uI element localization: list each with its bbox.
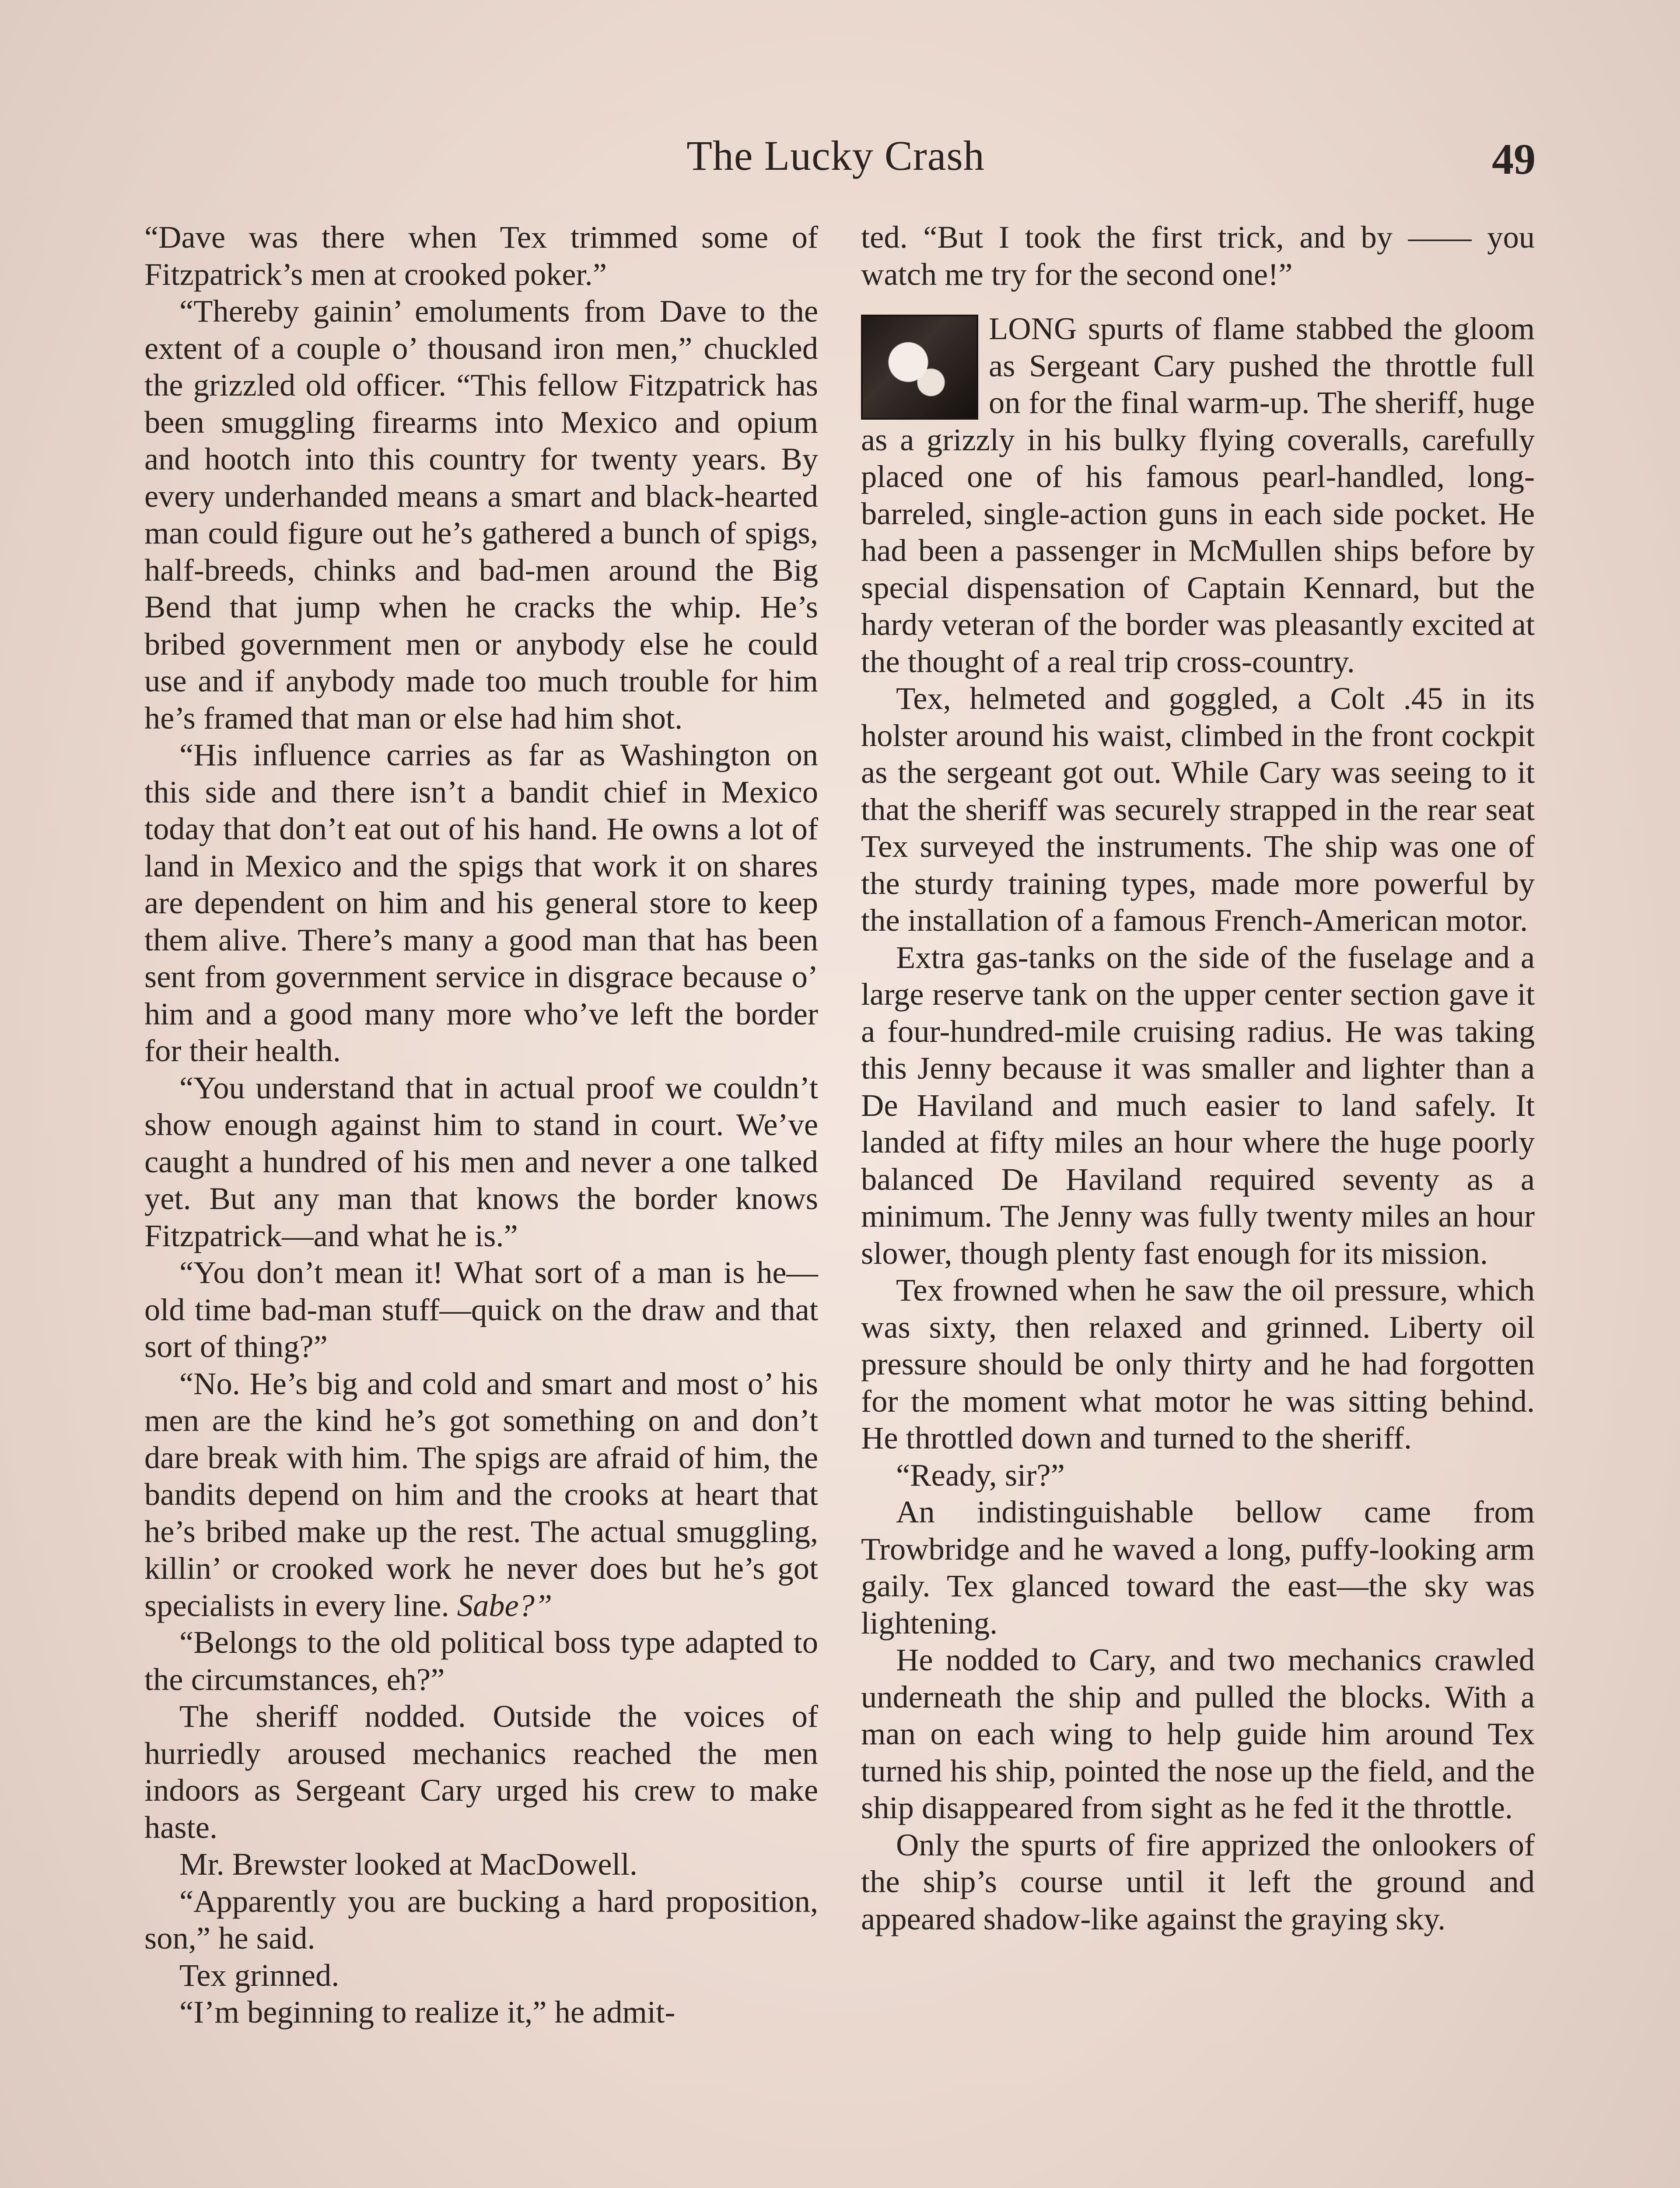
paragraph: “Belongs to the old political boss type adapted to the circumstances, eh?” xyxy=(144,1624,818,1697)
section-opening-paragraph xyxy=(861,310,1535,680)
paragraph: “Dave was there when Tex trimmed some of Fitzpatrick’s men at crooked poker.” xyxy=(144,219,818,292)
paragraph-text: “No. He’s big and cold and smart and most o’ his men are the kind he’s got something on and don’t dare break with him. The spigs are afraid of him, the bandits depend on him and the crooks at heart that he’s bribed make up the rest. The actual smuggling, killin’ or crooked work he never does but he’s got specialists in every line. xyxy=(144,1365,818,1623)
paragraph: “Thereby gainin’ emoluments from Dave to the extent of a couple o’ thousand iron men,” chuckled the grizzled old officer. “This fellow Fitzpatrick has been smuggling firearms into Mexico and opium and hootch into this country for twenty years. By every underhanded means a smart and black-hearted man could figure out he’s gathered a bunch of spigs, half-breeds, chinks and bad-men around the Big Bend that jump when he cracks the whip. He’s bribed government men or anybody else he could use and if anybody made too much trouble for him he’s framed that man or else had him shot. xyxy=(144,293,818,736)
paragraph-text: LONG spurts of flame stabbed the gloom as Sergeant Cary pushed the throttle full on for the final warm-up. The sheriff, huge as a grizzly in his bulky flying coveralls, carefully placed one of his famous pearl-handled, long-barreled, single-action guns in each side pocket. He had been a passenger in McMullen ships before by special dispensation of Captain Kennard, but the hardy veteran of the border was pleasantly excited at the thought of a real trip cross-country. xyxy=(861,311,1535,679)
paragraph-with-italic xyxy=(144,1365,818,1624)
paragraph: “Ready, sir?” xyxy=(896,1457,1065,1493)
paragraph: Extra gas-tanks on the side of the fuselage and a large reserve tank on the upper center section gave it a four-hundred-mile cruising radius. He was taking this Jenny because it was smaller and lighter than a De Haviland and much easier to land safely. It landed at fifty miles an hour where the huge poorly balanced De Haviland required seventy as a minimum. The Jenny was fully twenty miles an hour slower, though plenty fast enough for its mission. xyxy=(861,939,1535,1271)
paragraph: “I’m beginning to realize it,” he admit- xyxy=(179,1994,676,2030)
paragraph: “You don’t mean it! What sort of a man is he—old time bad-man stuff—quick on the draw and that sort of thing?” xyxy=(144,1255,818,1364)
left-column xyxy=(144,219,818,2031)
paragraph: Only the spurts of fire apprized the onlookers of the ship’s course until it left the ground and appeared shadow-like against the graying sky. xyxy=(861,1827,1535,1936)
paragraph: “His influence carries as far as Washington on this side and there isn’t a bandit chief in Mexico today that don’t eat out of his hand. He owns a lot of land in Mexico and the spigs that work it on shares are dependent on him and his general store to keep them alive. There’s many a good man that has been sent from government service in disgrace because o’ him and a good many more who’ve left the border for their health. xyxy=(144,737,818,1068)
paragraph: ted. “But I took the first trick, and by —— you watch me try for the second one!” xyxy=(861,219,1535,292)
right-column xyxy=(861,219,1535,1937)
italic-word: Sabe?” xyxy=(457,1587,553,1623)
paragraph: The sheriff nodded. Outside the voices of hurriedly aroused mechanics reached the men indoors as Sergeant Cary urged his crew to make haste. xyxy=(144,1698,818,1845)
page-number: 49 xyxy=(1492,135,1536,183)
paragraph: Tex frowned when he saw the oil pressure, which was sixty, then relaxed and grinned. Liberty oil pressure should be only thirty and he had forgotten for the moment what motor he was sitting behind. He throttled down and turned to the sheriff. xyxy=(861,1272,1535,1455)
drop-cap-illustration-icon xyxy=(861,315,978,420)
paragraph: An indistinguishable bellow came from Trowbridge and he waved a long, puffy-looking arm gaily. Tex glanced toward the east—the sky was lightening. xyxy=(861,1494,1535,1641)
paragraph: “You understand that in actual proof we couldn’t show enough against him to stand in court. We’ve caught a hundred of his men and never a one talked yet. But any man that knows the border knows Fitzpatrick—and what he is.” xyxy=(144,1069,818,1253)
paragraph: Tex grinned. xyxy=(179,1957,340,1993)
running-head-title: The Lucky Crash xyxy=(686,132,985,179)
paragraph: “Apparently you are bucking a hard proposition, son,” he said. xyxy=(144,1883,818,1956)
paragraph: Tex, helmeted and goggled, a Colt .45 in its holster around his waist, climbed in the front cockpit as the sergeant got out. While Cary was seeing to it that the sheriff was securely strapped in the rear seat Tex surveyed the instruments. The ship was one of the sturdy training types, made more powerful by the installation of a famous French-American motor. xyxy=(861,680,1535,938)
paragraph: He nodded to Cary, and two mechanics crawled underneath the ship and pulled the blocks. With a man on each wing to help guide him around Tex turned his ship, pointed the nose up the field, and the ship disappeared from sight as he fed it the throttle. xyxy=(861,1642,1535,1825)
paragraph: Mr. Brewster looked at MacDowell. xyxy=(179,1846,637,1882)
